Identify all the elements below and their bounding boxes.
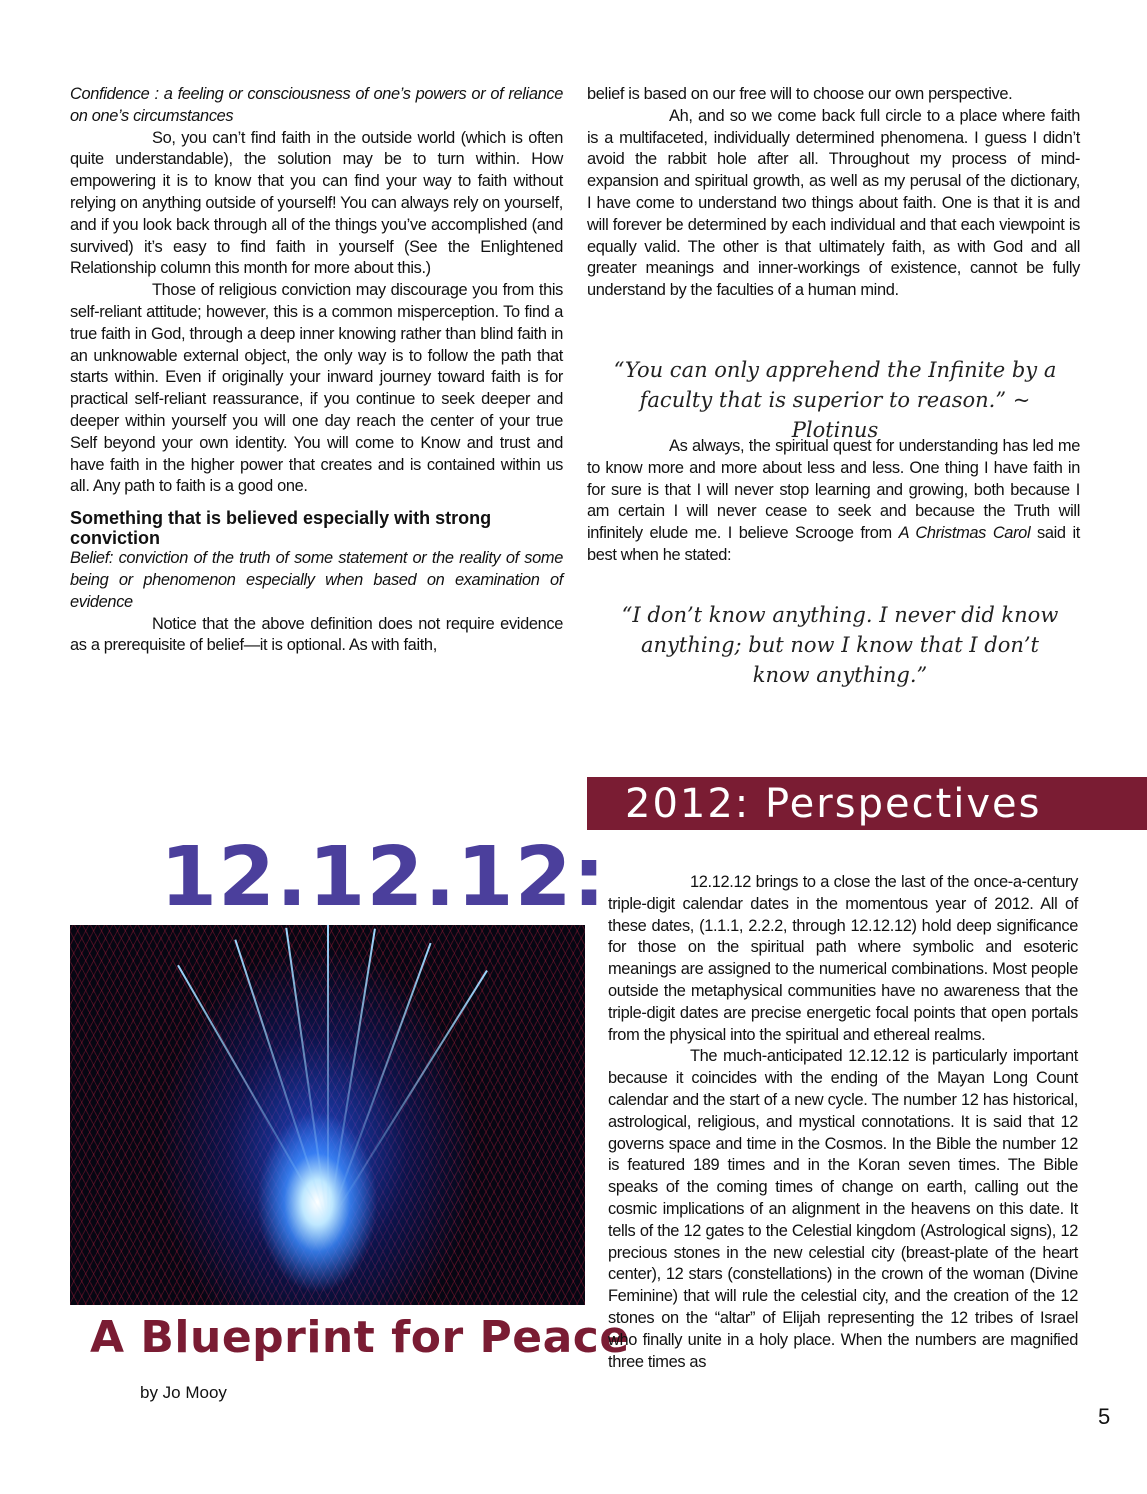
article-title-date: 12.12.12: [160,830,607,925]
page-number: 5 [1098,1404,1111,1429]
body-paragraph: So, you can’t find faith in the outside world (which is often quite understandable), the solution may be to turn within. How empowering it is to know that you can find your way to faith without relying on anything outside of yourself! You can always rely on yourself, and if you look back through all of the things you’ve accomplished (and survived) it’s easy to find faith in yourself (See the Enlightened Relationship column this month for more about this.) [70,128,563,278]
subheading: Something that is believed especially with strong conviction [70,508,492,549]
body-paragraph: Ah, and so we come back full circle to a place where faith is a multifaceted, individually determined phenomena. I guess I didn’t avoid the rabbit hole after all. Throughout my process of mind-expansion and spiritual growth, as well as my perusal of the dictionary, I have come to understand two things about faith. One is that it is and will forever be determined by each individual and that each viewpoint is equally valid. The other is that ultimately faith, as with God and all greater meanings and inner-workings of existence, cannot be fully understand by the faculties of a human mind. [587,106,1080,300]
paragraph-text: said it best when he stated: [587,524,1080,564]
cosmic-light-image [70,925,585,1305]
definition-belief: Belief: conviction of the truth of some statement or the reality of some being or phenomenon especially when based on examination of evidence [70,549,563,611]
body-paragraph: belief is based on our free will to choose our own perspective. [587,85,1013,103]
article-body [608,872,1078,1373]
article-subtitle: A Blueprint for Peace [90,1312,630,1363]
paragraph-text: As always, the spiritual quest for understanding has led me to know more and more about less and less. One thing I have faith in for sure is that I will never stop learning and growing, both because I am certain I will never cease to seek and because the Truth will infinitely elude me. I believe Scrooge from [587,437,1080,543]
body-paragraph: The much-anticipated 12.12.12 is particularly important because it coincides with the ending of the Mayan Long Count calendar and the start of a new cycle. The number 12 has historical, astrological, religious, and mystical connotations. It is said that 12 governs space and time in the Cosmos. In the Bible the number 12 is featured 189 times and in the Koran seven times. The Bible speaks of the coming times of change on earth, calling out the cosmic implications of an alignment in the heavens on this date. It tells of the 12 gates to the Celestial kingdom (Astrological signs), 12 precious stones in the new celestial city (breast-plate of the heart center), 12 stars (constellations) in the crown of the woman (Divine Feminine) that will rule the celestial city, and the creation of the 12 stones on the “altar” of Elijah representing the 12 tribes of Israel who finally unite in a holy place. When the numbers are magnified three times as [608,1047,1078,1371]
byline: by Jo Mooy [140,1383,227,1402]
body-paragraph: 12.12.12 brings to a close the last of the once-a-century triple-digit calendar dates in the momentous year of 2012. All of these dates, (1.1.1, 2.2.2, through 12.12.12) hold deep significance for those on the spiritual path where symbolic and esoteric meanings are assigned to the numerical combinations. Most people outside the metaphysical communities have no awareness that the triple-digit dates are precise energetic focal points that open portals from the physical into the spiritual and ethereal realms. [608,873,1078,1044]
section-banner [587,777,1147,830]
left-column [70,84,563,657]
body-paragraph [587,436,1080,567]
pull-quote-plotinus: “You can only apprehend the Infinite by a faculty that is superior to reason.” ~ Plotinus [613,358,1057,442]
section-banner-title: 2012: Perspectives [625,781,1042,827]
book-title: A Christmas Carol [898,524,1031,543]
definition-confidence: Confidence : a feeling or consciousness of one’s powers or of reliance on one’s circumstances [70,85,563,125]
right-column-middle [587,436,1080,567]
pull-quote-scrooge: “I don’t know anything. I never did know anything; but now I know that I don’t know anything.” [621,603,1059,687]
right-column-top [587,84,1080,302]
body-paragraph: Those of religious conviction may discourage you from this self-reliant attitude; however, this is a common misperception. To find a true faith in God, through a deep inner knowing rather than blind faith in an unknowable external object, the only way is to follow the path that starts within. Even if originally your inward journey toward faith is for practical self-reliant reassurance, if you continue to seek deeper and deeper within yourself you will one day reach the center of your true Self beyond your own identity. You will come to Know and trust and have faith in the higher power that creates and is contained within us all. Any path to faith is a good one. [70,281,563,496]
body-paragraph: Notice that the above definition does not require evidence as a prerequisite of belief—it is optional. As with faith, [70,614,563,655]
